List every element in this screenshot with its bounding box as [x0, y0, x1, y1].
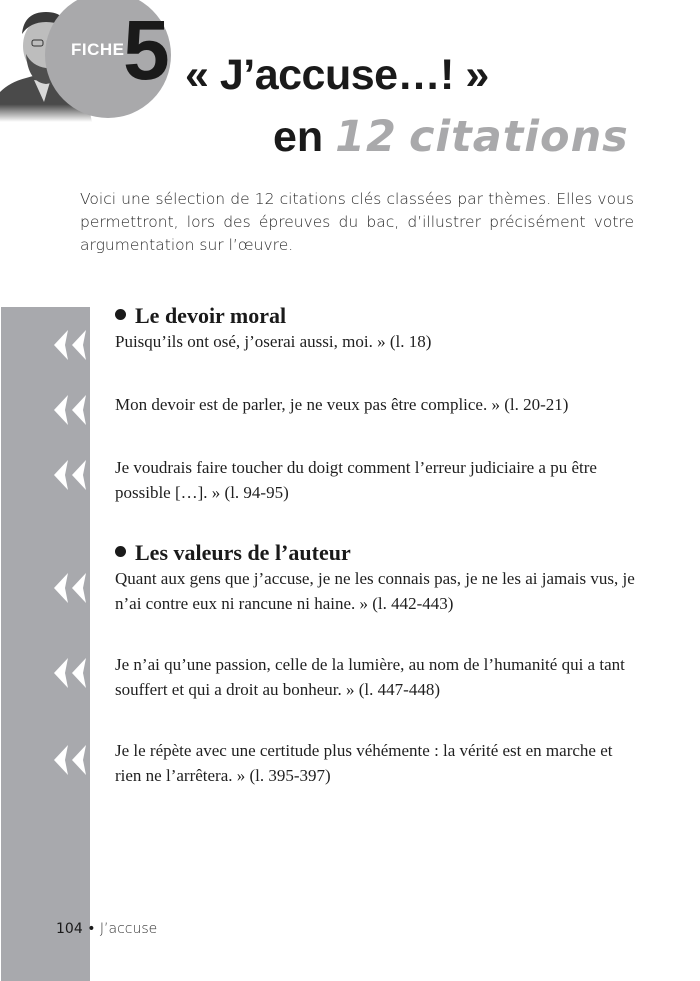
- quote-item: Mon devoir est de parler, je ne veux pas être complice. » (l. 20-21): [115, 395, 569, 414]
- section-heading-devoir-moral: [115, 303, 286, 329]
- open-quote-icon: [50, 743, 90, 777]
- book-title: J’accuse: [99, 921, 158, 937]
- page-subtitle: [273, 112, 629, 162]
- open-quote-icon: [50, 458, 90, 492]
- section-heading-valeurs-auteur: [115, 540, 351, 566]
- section-heading-text: Les valeurs de l’auteur: [135, 540, 351, 565]
- fiche-number: 5: [123, 3, 170, 97]
- open-quote-icon: [50, 571, 90, 605]
- quote-item: Quant aux gens que j’accuse, je ne les connais pas, je ne les ai jamais vus, je n’ai contre eux ni rancune ni haine. » (l. 442-443): [115, 569, 635, 613]
- open-quote-icon: [50, 656, 90, 690]
- page-title: « J’accuse…! »: [185, 51, 489, 99]
- subtitle-count: 12: [335, 112, 397, 162]
- quote-item: Puisqu’ils ont osé, j’oserai aussi, moi. » (l. 18): [115, 332, 432, 351]
- bullet-icon: [115, 309, 126, 320]
- subtitle-word: citations: [408, 112, 629, 162]
- quote-item: Je le répète avec une certitude plus véhémente : la vérité est en marche et rien ne l’arrêtera. » (l. 395-397): [115, 741, 613, 785]
- footer-separator: •: [87, 921, 96, 937]
- open-quote-icon: [50, 393, 90, 427]
- fiche-label: FICHE: [71, 40, 125, 59]
- section-heading-text: Le devoir moral: [135, 303, 287, 328]
- intro-paragraph: Voici une sélection de 12 citations clés classées par thèmes. Elles vous permettront, lors des épreuves du bac, d’illustrer précisément votre argumentation sur l’œuvre.: [80, 190, 634, 254]
- quote-item: Je voudrais faire toucher du doigt comment l’erreur judiciaire a pu être possible […]. » (l. 94-95): [115, 458, 597, 502]
- open-quote-icon: [50, 328, 90, 362]
- page-footer: [56, 921, 157, 937]
- bullet-icon: [115, 546, 126, 557]
- quote-item: Je n’ai qu’une passion, celle de la lumière, au nom de l’humanité qui a tant souffert et qui a droit au bonheur. » (l. 447-448): [115, 655, 625, 699]
- subtitle-prefix: en: [273, 113, 324, 161]
- page-number: 104: [56, 921, 83, 937]
